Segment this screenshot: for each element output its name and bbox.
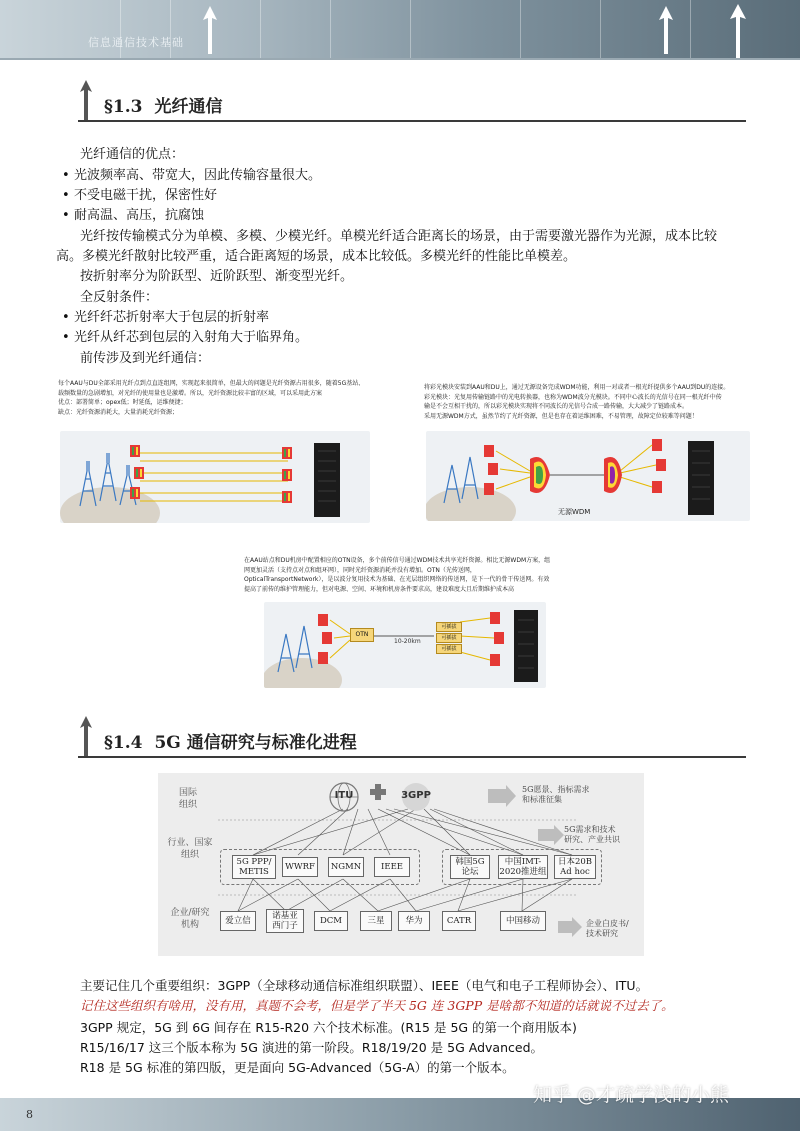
row-label: 企业/研究 机构 xyxy=(170,908,210,930)
figure-caption-line: 将彩光模块安装到AAU和DU上，通过无源设备完成WDM功能，利用一对或者一根光纤提供多个AAU到DU的连接。 xyxy=(424,384,730,391)
org-box: WWRF xyxy=(282,857,318,877)
3gpp-logo-label: 3GPP xyxy=(401,790,431,801)
summary-line: 3GPP 规定，5G 到 6G 间存在 R15-R20 六个技术标准。(R15 是 5G 的第一个商用版本) xyxy=(80,1020,577,1035)
annotation: 5G需求和技术 研究、产业共识 xyxy=(564,825,620,844)
figure-caption-line: 提高了前传的维护管理能力，但对电源、空间、环境和机房条件要求高，建设难度大且后期维护成本高 xyxy=(244,585,515,593)
cross-icon xyxy=(370,784,386,800)
summary-line: 主要记住几个重要组织：3GPP（全球移动通信标准组织联盟）、IEEE（电气和电子工程师协会）、ITU。 xyxy=(80,978,649,993)
figure-caption-line: 载频数量的急剧增加，对光纤的使用量也是激增。所以，光纤资源比较丰富的区域，可以采用此方案 xyxy=(58,389,323,397)
right-arrow-icon xyxy=(558,917,582,937)
page-number: 8 xyxy=(26,1108,33,1121)
row-label: 国际 组织 xyxy=(178,788,197,810)
figure-illustration xyxy=(60,431,370,523)
company-box: 中国移动 xyxy=(500,911,546,931)
list-item: • 不受电磁干扰，保密性好 xyxy=(62,185,217,206)
right-arrow-icon xyxy=(488,785,516,807)
section-title: 光纤通信 xyxy=(154,97,223,117)
modes-paragraph-line1: 光纤按传输模式分为单模、多模、少模光纤。单模光纤适合距离长的场景，由于需要激光器作为光源，成本比较 xyxy=(80,229,718,244)
figure-caption-line: 在AAU站点和DU机房中配置相应的OTN设备，多个前传信号通过WDM技术共享光纤资源。相比无源WDM方案，组 xyxy=(244,557,551,564)
list-item: • 光波频率高、带宽大，因此传输容量很大。 xyxy=(62,165,321,186)
otn-stack-item: 可插拔 xyxy=(436,633,462,643)
right-arrow-icon xyxy=(538,825,564,845)
itu-logo-label: ITU xyxy=(334,790,354,801)
header-divider xyxy=(0,58,800,60)
distance-label: 10-20km xyxy=(394,638,421,645)
summary-line: R15/16/17 这三个版本称为 5G 演进的第一阶段。R18/19/20 是 5G Advanced。 xyxy=(80,1040,544,1055)
summary-line: R18 是 5G 标准的第四版，更是面向 5G-Advanced（5G-A）的第一个版本。 xyxy=(80,1060,515,1075)
wdm-label: 无源WDM xyxy=(558,508,591,516)
header-title: 信息通信技术基础 xyxy=(88,36,184,49)
up-arrow-icon xyxy=(78,716,94,756)
figure-caption-line: OpticalTransportNetwork），是以波分复用技术为基础、在光层组织网络的传送网，是下一代的骨干传送网。有效 xyxy=(244,576,550,583)
annotation: 5G愿景、指标需求 和标准征集 xyxy=(522,785,590,804)
watermark: 知乎 @才疏学浅的小熊 xyxy=(533,1084,730,1106)
section-number: §1.3 xyxy=(104,97,143,117)
list-item: • 耐高温、高压，抗腐蚀 xyxy=(62,205,204,226)
up-arrow-icon xyxy=(727,4,749,58)
figure-passive-wdm xyxy=(424,383,754,523)
figure-illustration xyxy=(264,602,546,688)
figure-caption-line: 输是不会互相干扰的，所以彩光模块实现将不同波长的光信号合成一路传输，大大减少了链路成本。 xyxy=(424,403,689,410)
org-box: 韩国5G 论坛 xyxy=(450,855,490,879)
section-rule xyxy=(78,756,746,758)
list-item: • 光纤纤芯折射率大于包层的折射率 xyxy=(62,307,269,328)
row-label: 行业、国家 组织 xyxy=(167,838,213,860)
company-box: DCM xyxy=(314,911,348,931)
otn-device: OTN xyxy=(350,628,374,642)
section-number: §1.4 xyxy=(104,733,143,753)
company-box: 三星 xyxy=(360,911,392,931)
org-box: IEEE xyxy=(374,857,410,877)
org-box: 5G PPP/ METIS xyxy=(232,855,276,879)
org-box: 日本20B Ad hoc xyxy=(554,855,596,879)
figure-caption-line: 缺点：光纤资源消耗大，大量消耗光纤资源； xyxy=(58,408,179,416)
section-title: 5G 通信研究与标准化进程 xyxy=(154,733,357,753)
otn-stack-item: 可插拔 xyxy=(436,644,462,654)
list-item: • 光纤从纤芯到包层的入射角大于临界角。 xyxy=(62,327,308,348)
total-reflection-label: 全反射条件： xyxy=(80,290,159,305)
org-box: NGMN xyxy=(328,857,364,877)
advantages-intro: 光纤通信的优点： xyxy=(80,147,185,162)
section-rule xyxy=(78,120,746,122)
refraction-paragraph: 按折射率分为阶跃型、近阶跃型、渐变型光纤。 xyxy=(80,269,354,284)
figure-caption-line: 优点：部署简单；opex低；时延低，运维便捷； xyxy=(58,399,187,406)
up-arrow-icon xyxy=(78,80,94,120)
company-box: 爱立信 xyxy=(220,911,256,931)
otn-stack-item: 可插拔 xyxy=(436,622,462,632)
org-box: 中国IMT- 2020推进组 xyxy=(499,857,547,877)
figure-caption-line: 采用无源WDM方式，虽然节约了光纤资源，但是也存在着运维困难，不易管理，故障定位较难等问题！ xyxy=(424,412,698,420)
up-arrow-icon xyxy=(656,4,676,54)
fronthaul-intro: 前传涉及到光纤通信： xyxy=(80,351,211,366)
company-box: 华为 xyxy=(398,911,430,931)
figure-direct-fiber xyxy=(58,379,376,525)
standards-org-diagram xyxy=(158,773,644,956)
figure-caption-line: 彩光模块：光复用传输链路中的光电转换器，也称为WDM波分光模块。不同中心波长的光信号在同一根光纤中传 xyxy=(424,393,722,401)
header-band xyxy=(0,0,800,58)
company-box: 诺基亚 西门子 xyxy=(266,909,304,933)
figure-caption-line: 每个AAU与DU全部采用光纤点到点直连组网，实现起来很简单，但最大的问题是光纤资源占用很多，随着5G基站、 xyxy=(58,380,365,387)
red-note: 记住这些组织有啥用，没有用，真题不会考，但是学了半天 5G 连 3GPP 是啥都不知道的话就说不过去了。 xyxy=(80,998,674,1013)
company-box: CATR xyxy=(442,911,476,931)
figure-otn xyxy=(244,556,552,690)
annotation: 企业白皮书/ 技术研究 xyxy=(586,919,629,938)
figure-illustration xyxy=(426,431,750,521)
up-arrow-icon xyxy=(200,4,220,54)
figure-caption-line: 网更加灵活（支持点对点和组环网），同时光纤资源消耗并没有增加。OTN（光传送网， xyxy=(244,566,476,574)
modes-paragraph-line2: 高。多模光纤散射比较严重，适合距离短的场景，成本比较低。多模光纤的性能比单模差。 xyxy=(56,249,577,264)
